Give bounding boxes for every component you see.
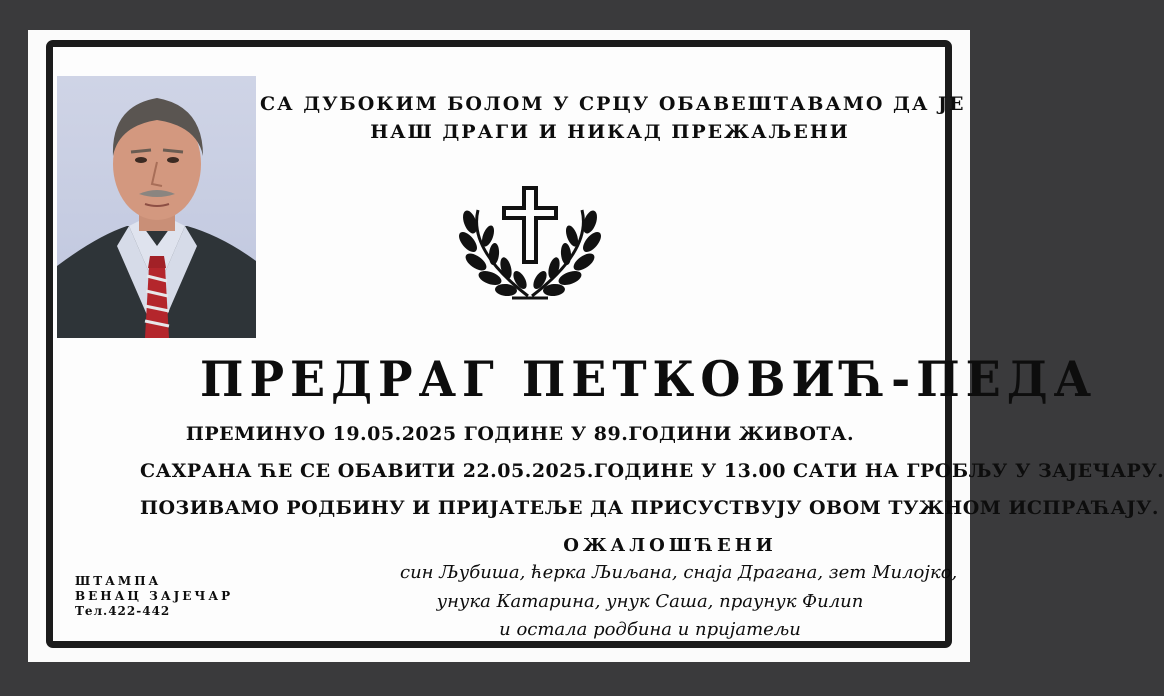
intro-line-2: НАШ ДРАГИ И НИКАД ПРЕЖАЉЕНИ bbox=[370, 121, 850, 143]
mourners-line-2: унука Катарина, унук Саша, праунук Филип bbox=[436, 591, 864, 612]
intro-line-1: СА ДУБОКИМ БОЛОМ У СРЦУ ОБАВЕШТАВАМО ДА ЈЕ bbox=[260, 93, 966, 115]
portrait-photo bbox=[57, 76, 256, 338]
printer-name: ВЕНАЦ ЗАЈЕЧАР bbox=[75, 589, 234, 603]
printer-phone: Тел.422-442 bbox=[75, 604, 171, 618]
mourners-title: ОЖАЛОШЋЕНИ bbox=[563, 535, 777, 556]
printer-label: ШТАМПА bbox=[75, 574, 162, 588]
deceased-name: ПРЕДРАГ ПЕТКОВИЋ-ПЕДА bbox=[200, 350, 1098, 408]
death-details: ПРЕМИНУО 19.05.2025 ГОДИНЕ У 89.ГОДИНИ ЖИВОТА. bbox=[185, 423, 855, 445]
mourners-line-3: и остала родбина и пријатељи bbox=[499, 619, 801, 640]
invitation-text: ПОЗИВАМО РОДБИНУ И ПРИЈАТЕЉЕ ДА ПРИСУСТВУЈУ ОВОМ ТУЖНОМ ИСПРАЋАЈУ. bbox=[140, 497, 1160, 519]
cross-with-wreath-icon bbox=[452, 180, 608, 306]
mourners-line-1: син Љубиша, ћерка Љиљана, снаја Драгана, зет Милојко, bbox=[400, 562, 958, 583]
funeral-details: САХРАНА ЋЕ СЕ ОБАВИТИ 22.05.2025.ГОДИНЕ У 13.00 САТИ НА ГРОБЉУ У ЗАЈЕЧАРУ. bbox=[140, 460, 1164, 482]
